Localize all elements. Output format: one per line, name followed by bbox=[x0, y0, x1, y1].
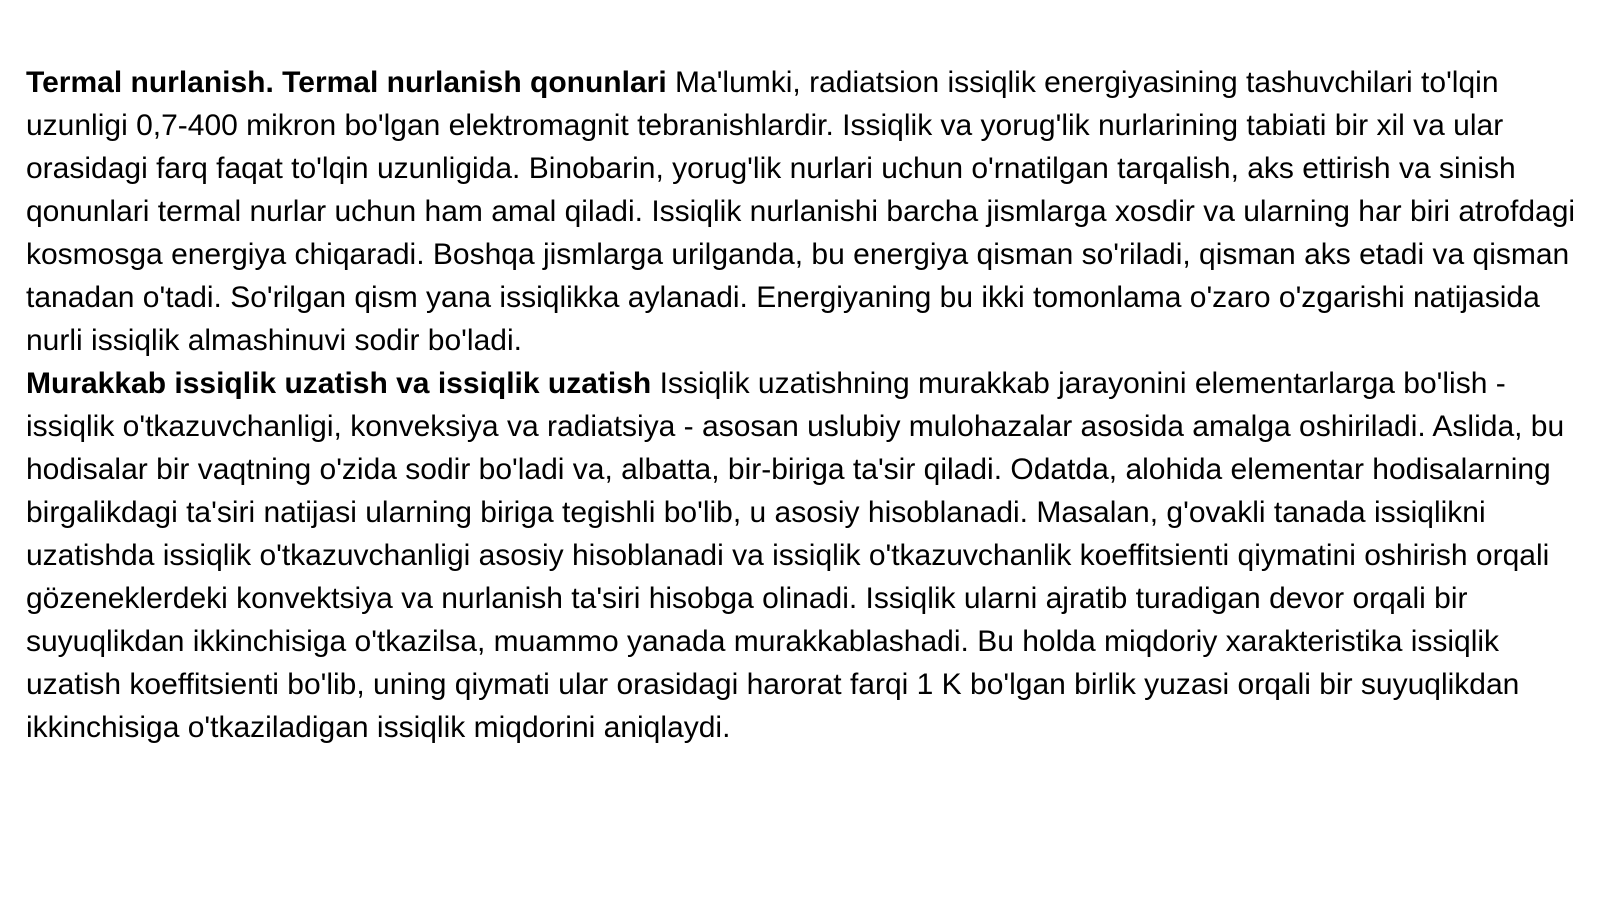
section-body: Issiqlik uzatishning murakkab jarayonini elementarlarga bo'lish - issiqlik o'tkazuvchanligi, konveksiya va radiatsiya - asosan uslubiy mulohazalar asosida amalga oshiriladi. Aslida, bu hodisalar bir vaqtning o'zida sodir bo'ladi va, albatta, bir-biriga ta'sir qiladi. Odatda, alohida elementar hodisalarning birgalikdagi ta'siri natijasi ularning biriga tegishli bo'lib, u asosiy hisoblanadi. Masalan, g'ovakli tanada issiqlikni uzatishda issiqlik o'tkazuvchanligi asosiy hisoblanadi va issiqlik o'tkazuvchanlik koeffitsienti qiymatini oshirish orqali gözeneklerdeki konvektsiya va nurlanish ta'siri hisobga olinadi. Issiqlik ularni ajratib turadigan devor orqali bir suyuqlikdan ikkinchisiga o'tkazilsa, muammo yanada murakkablashadi. Bu holda miqdoriy xarakteristika issiqlik uzatish koeffitsienti bo'lib, uning qiymati ular orasidagi harorat farqi 1 K bo'lgan birlik yuzasi orqali bir suyuqlikdan ikkinchisiga o'tkaziladigan issiqlik miqdorini aniqlaydi. bbox=[26, 367, 1565, 744]
section-heading: Murakkab issiqlik uzatish va issiqlik uzatish bbox=[26, 367, 652, 400]
section-heading: Termal nurlanish. Termal nurlanish qonunlari bbox=[26, 66, 667, 99]
section-complex-heat-transfer bbox=[26, 362, 1578, 749]
document-page bbox=[26, 61, 1578, 749]
section-thermal-radiation bbox=[26, 61, 1578, 362]
section-body: Ma'lumki, radiatsion issiqlik energiyasining tashuvchilari to'lqin uzunligi 0,7-400 mikron bo'lgan elektromagnit tebranishlardir. Issiqlik va yorug'lik nurlarining tabiati bir xil va ular orasidagi farq faqat to'lqin uzunligida. Binobarin, yorug'lik nurlari uchun o'rnatilgan tarqalish, aks ettirish va sinish qonunlari termal nurlar uchun ham amal qiladi. Issiqlik nurlanishi barcha jismlarga xosdir va ularning har biri atrofdagi kosmosga energiya chiqaradi. Boshqa jismlarga urilganda, bu energiya qisman so'riladi, qisman aks etadi va qisman tanadan o'tadi. So'rilgan qism yana issiqlikka aylanadi. Energiyaning bu ikki tomonlama o'zaro o'zgarishi natijasida nurli issiqlik almashinuvi sodir bo'ladi. bbox=[26, 66, 1576, 357]
